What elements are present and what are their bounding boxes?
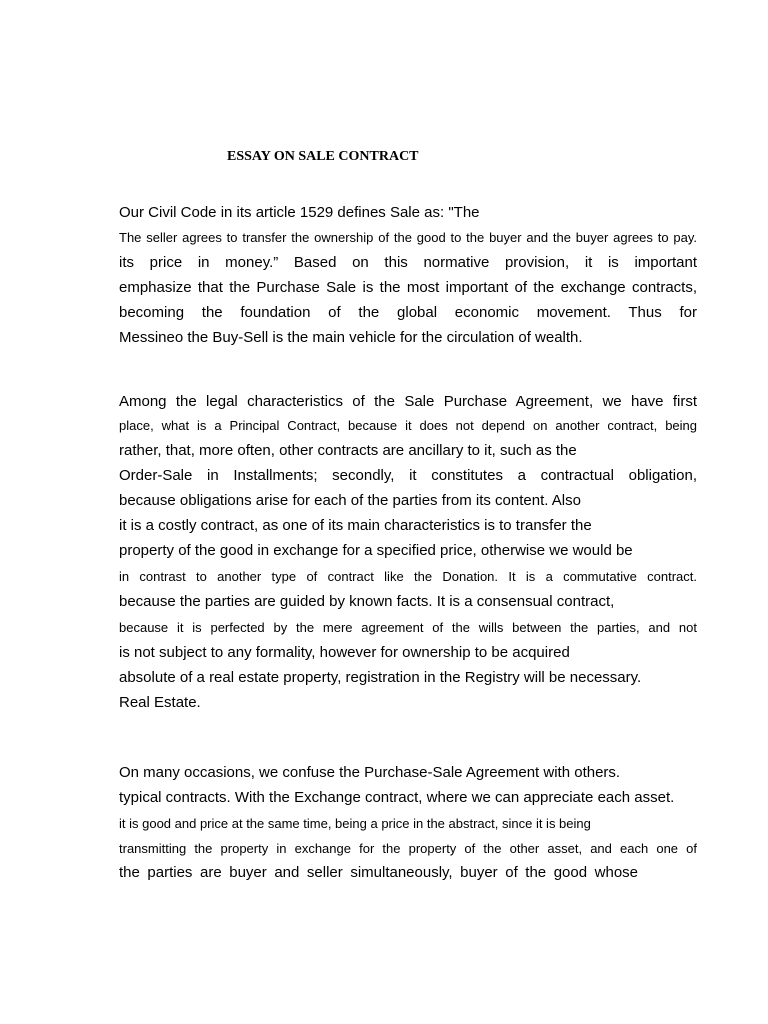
paragraph-2-line-12: absolute of a real estate property, registration in the Registry will be necessary.: [119, 669, 642, 686]
paragraph-2-line-13: Real Estate.: [119, 694, 201, 711]
paragraph-3-line-5: the parties are buyer and seller simultaneously, buyer of the good whose: [119, 864, 638, 881]
paragraph-1-line-3: its price in money.” Based on this normative provision, it is important: [119, 254, 697, 271]
paragraph-3-line-1: On many occasions, we confuse the Purchase-Sale Agreement with others.: [119, 764, 621, 781]
paragraph-2-line-10: because it is perfected by the mere agreement of the wills between the parties, and not: [119, 620, 697, 635]
paragraph-2-line-7: property of the good in exchange for a specified price, otherwise we would be: [119, 542, 633, 559]
paragraph-3-line-2: typical contracts. With the Exchange contract, where we can appreciate each asset.: [119, 789, 675, 806]
paragraph-1-line-4: emphasize that the Purchase Sale is the most important of the exchange contracts,: [119, 279, 697, 296]
paragraph-1-line-2: The seller agrees to transfer the ownership of the good to the buyer and the buyer agrees to pay.: [119, 230, 697, 245]
paragraph-2-line-3: rather, that, more often, other contracts are ancillary to it, such as the: [119, 442, 577, 459]
paragraph-2-line-2: place, what is a Principal Contract, because it does not depend on another contract, being: [119, 418, 697, 433]
paragraph-1-line-5: becoming the foundation of the global economic movement. Thus for: [119, 304, 697, 321]
paragraph-2-line-4: Order-Sale in Installments; secondly, it constitutes a contractual obligation,: [119, 467, 697, 484]
paragraph-1-line-1: Our Civil Code in its article 1529 defines Sale as: "The: [119, 204, 480, 221]
paragraph-2-line-6: it is a costly contract, as one of its main characteristics is to transfer the: [119, 517, 592, 534]
paragraph-3-line-3: it is good and price at the same time, being a price in the abstract, since it is being: [119, 816, 591, 831]
paragraph-2-line-9: because the parties are guided by known facts. It is a consensual contract,: [119, 593, 615, 610]
paragraph-2-line-8: in contrast to another type of contract like the Donation. It is a commutative contract.: [119, 569, 697, 584]
paragraph-3-line-4: transmitting the property in exchange for the property of the other asset, and each one of: [119, 841, 697, 856]
paragraph-2-line-11: is not subject to any formality, however for ownership to be acquired: [119, 644, 570, 661]
paragraph-1-line-6: Messineo the Buy-Sell is the main vehicle for the circulation of wealth.: [119, 329, 583, 346]
paragraph-2-line-5: because obligations arise for each of the parties from its content. Also: [119, 492, 581, 509]
document-title: ESSAY ON SALE CONTRACT: [227, 149, 419, 164]
paragraph-2-line-1: Among the legal characteristics of the Sale Purchase Agreement, we have first: [119, 393, 697, 410]
